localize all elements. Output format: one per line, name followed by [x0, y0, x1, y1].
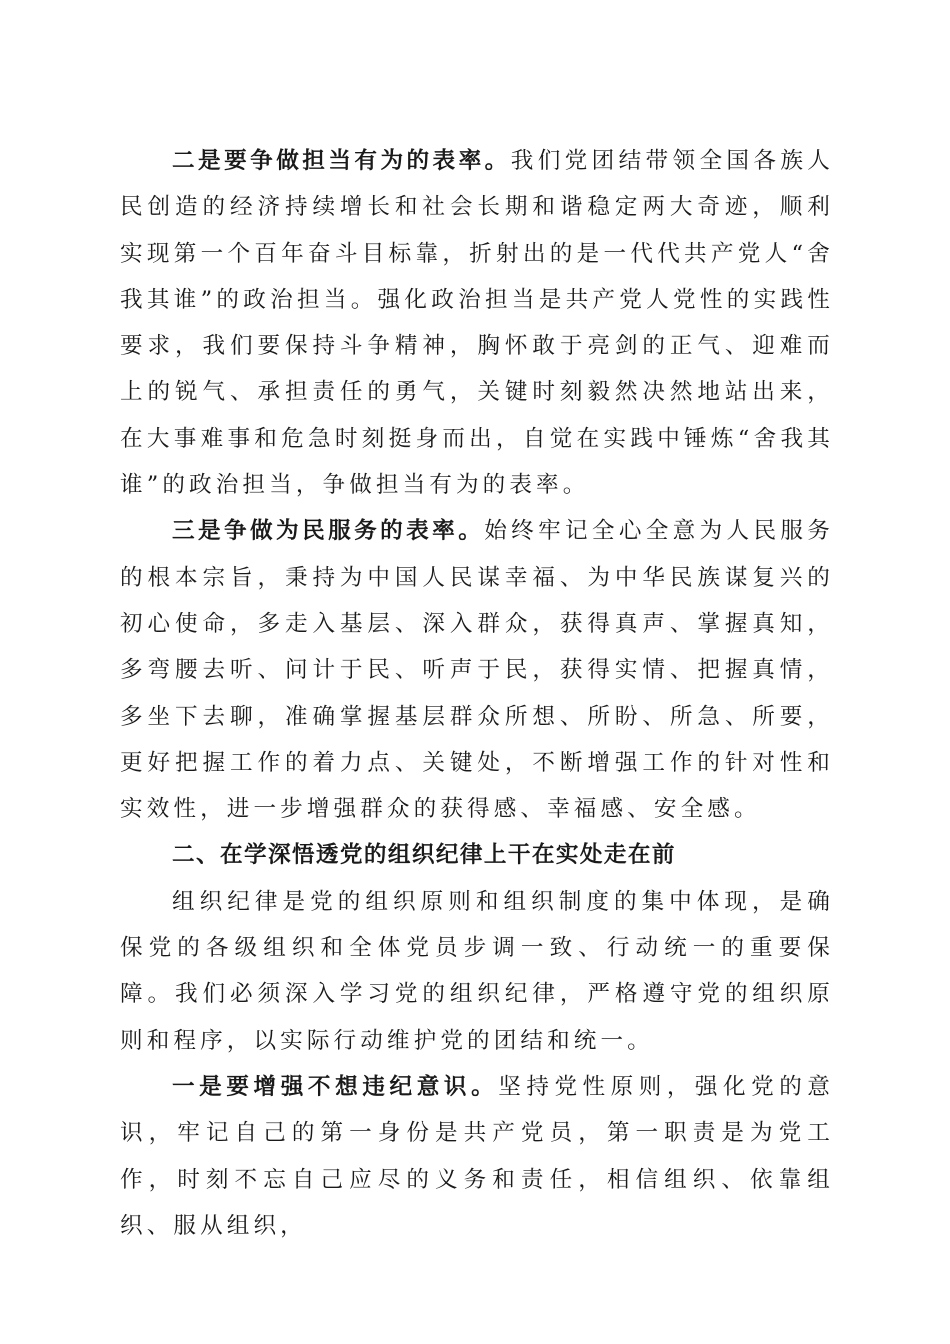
- paragraph-serve-people: [120, 508, 834, 832]
- paragraph-text: 始终牢记全心全意为人民服务的根本宗旨，秉持为中国人民谋幸福、为中华民族谋复兴的初心使命，多走入基层、深入群众，获得真声、掌握真知，多弯腰去听、问计于民、听声于民，获得实情、把握真情，多坐下去聊，准确掌握基层群众所想、所盼、所急、所要，更好把握工作的着力点、关键处，不断增强工作的针对性和实效性，进一步增强群众的获得感、幸福感、安全感。: [120, 518, 834, 823]
- paragraph-lead: 三是争做为民服务的表率。: [171, 518, 485, 545]
- paragraph-lead: 一是要增强不想违纪意识。: [171, 1073, 499, 1100]
- paragraph-lead: 二是要争做担当有为的表率。: [171, 148, 511, 174]
- paragraph-political-responsibility: [120, 138, 834, 508]
- paragraph-text: 坚持党性原则，强化党的意识，牢记自己的第一身份是共产党员，第一职责是为党工作，时刻不忘自己应尽的义务和责任，相信组织、依靠组织、服从组织，: [120, 1073, 834, 1239]
- paragraph-text: 我们党团结带领全国各族人民创造的经济持续增长和社会长期和谐稳定两大奇迹，顺利实现第一个百年奋斗目标靠，折射出的是一代代共产党人“舍我其谁”的政治担当。强化政治担当是共产党人党性的实践性要求，我们要保持斗争精神，胸怀敢于亮剑的正气、迎难而上的锐气、承担责任的勇气，关键时刻毅然决然地站出来，在大事难事和危急时刻挺身而出，自觉在实践中锤炼“舍我其谁”的政治担当，争做担当有为的表率。: [120, 148, 834, 499]
- document-body: [120, 138, 834, 1249]
- section-heading: 二、在学深悟透党的组织纪律上干在实处走在前: [171, 842, 676, 869]
- paragraph-discipline-awareness: [120, 1064, 834, 1249]
- paragraph-intro: 组织纪律是党的组织原则和组织制度的集中体现，是确保党的各级组织和全体党员步调一致、行动统一的重要保障。我们必须深入学习党的组织纪律，严格遵守党的组织原则和程序，以实际行动维护党的团结和统一。: [120, 888, 834, 1054]
